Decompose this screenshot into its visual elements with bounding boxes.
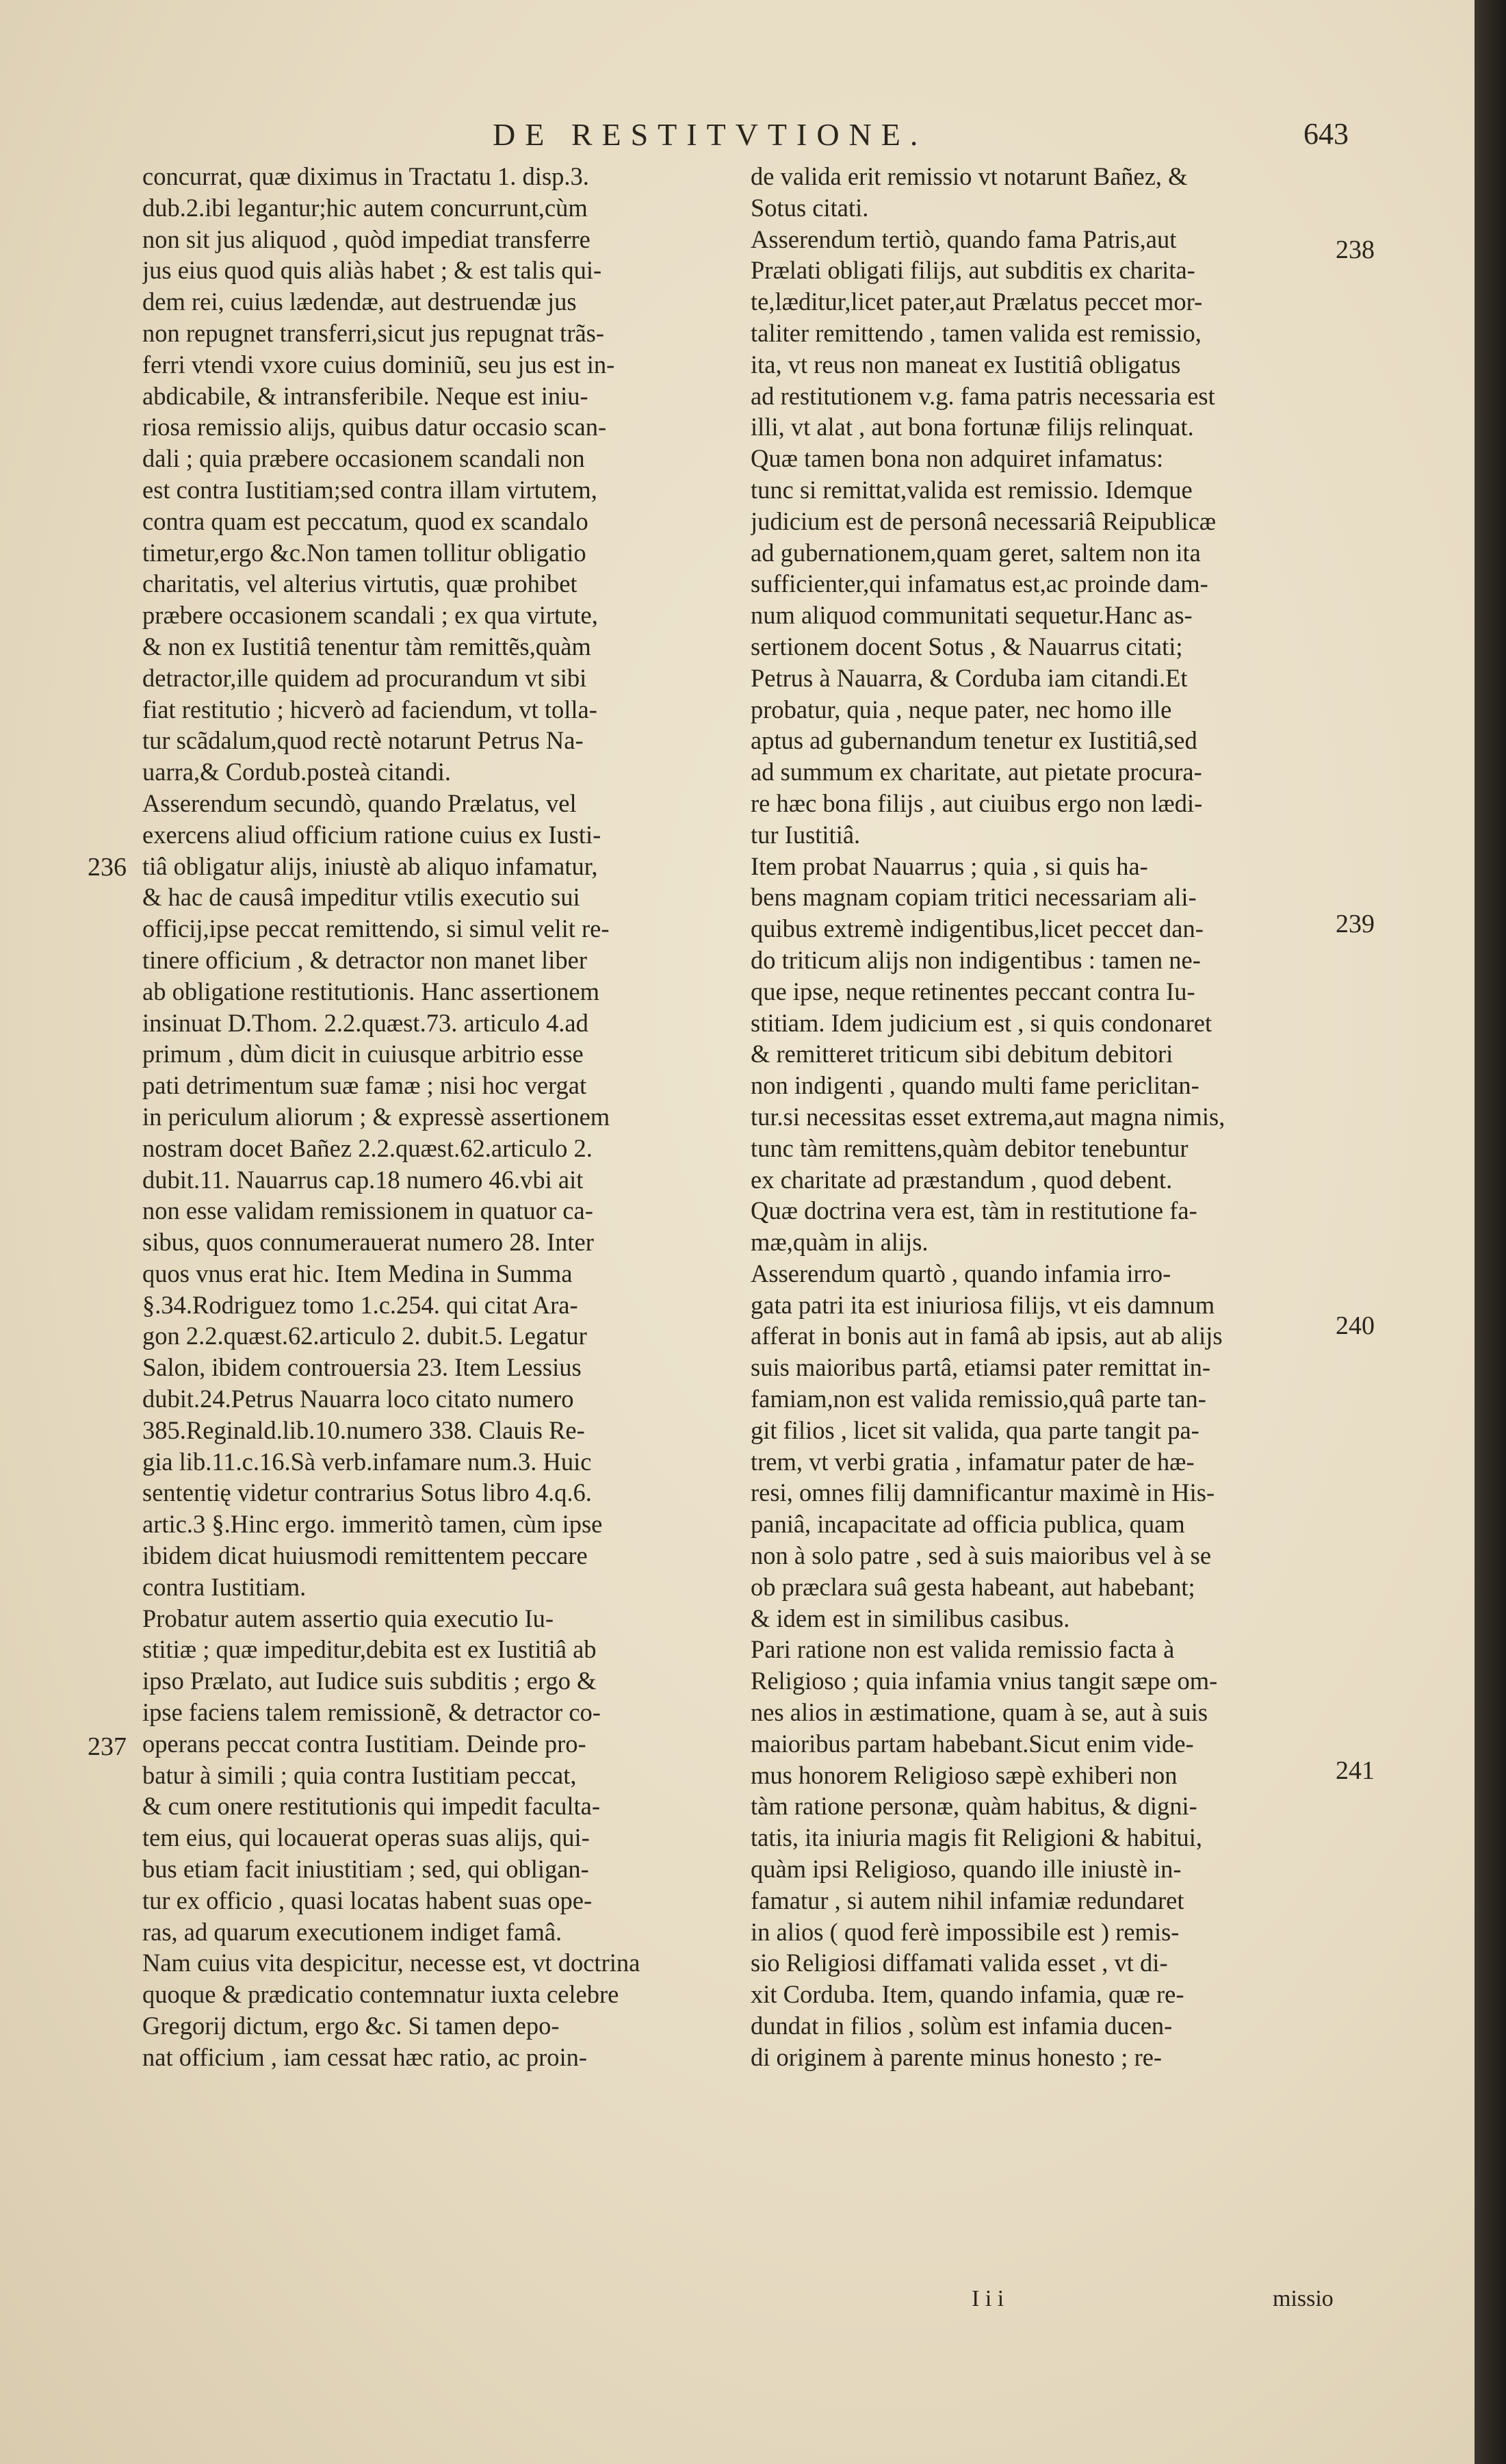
text-line: quàm ipsi Religioso, quando ille iniustè in- (751, 1855, 1182, 1884)
text-line: re hæc bona filijs , aut ciuibus ergo non lædi- (751, 788, 1203, 817)
text-line: §.34.Rodriguez tomo 1.c.254. qui citat Ara- (142, 1290, 578, 1319)
text-line: operans peccat contra Iustitiam. Deinde pro- (142, 1729, 586, 1758)
text-line: sibus, quos connumerauerat numero 28. Inter (142, 1228, 594, 1257)
text-line: Sotus citati. (751, 193, 869, 222)
text-line: bus etiam facit iniustitiam ; sed, qui obligan- (142, 1855, 589, 1884)
text-line: insinuat D.Thom. 2.2.quæst.73. articulo 4.ad (142, 1008, 588, 1037)
text-line: tur Iustitiâ. (751, 820, 861, 849)
text-line: quibus extremè indigentibus,licet peccet dan- (751, 914, 1204, 943)
text-line: Probatur autem assertio quia executio Iu- (142, 1604, 554, 1632)
text-line: non à solo patre , sed à suis maioribus vel à se (751, 1541, 1212, 1570)
catchword: missio (1273, 2286, 1334, 2311)
text-line: Asserendum secundò, quando Prælatus, vel (142, 788, 577, 817)
text-line: tem eius, qui locauerat operas suas alijs, qui- (142, 1823, 590, 1852)
text-line: dub.2.ibi legantur;hic autem concurrunt,cùm (142, 193, 588, 222)
text-line: Quæ tamen bona non adquiret infamatus: (751, 444, 1164, 473)
margin-number-238: 238 (1336, 235, 1375, 264)
text-line: est contra Iustitiam;sed contra illam virtutem, (142, 475, 597, 504)
text-line: nes alios in æstimatione, quam à se, aut à suis (751, 1698, 1208, 1727)
text-line: sertionem docent Sotus , & Nauarrus citati; (751, 632, 1183, 660)
text-line: te,læditur,licet pater,aut Prælatus peccet mor- (751, 287, 1203, 316)
text-line: ex charitate ad præstandum , quod debent. (751, 1165, 1173, 1194)
text-line: ipso Prælato, aut Iudice suis subditis ; ergo & (142, 1667, 597, 1695)
text-line: Salon, ibidem controuersia 23. Item Lessius (142, 1353, 582, 1382)
text-line: charitatis, vel alterius virtutis, quæ prohibet (142, 569, 577, 598)
text-line: ab obligatione restitutionis. Hanc assertionem (142, 977, 599, 1005)
text-line: taliter remittendo , tamen valida est remissio, (751, 318, 1202, 347)
text-line: & remitteret triticum sibi debitum debitori (751, 1040, 1173, 1068)
text-line: ipse faciens talem remissionẽ, & detractor co- (142, 1698, 601, 1727)
text-line: resi, omnes filij damnificantur maximè in His- (751, 1478, 1215, 1507)
text-line: gia lib.11.c.16.Sà verb.infamare num.3. Huic (142, 1447, 592, 1476)
text-line: tur scãdalum,quod rectè notarunt Petrus Na- (142, 726, 584, 755)
text-line: gata patri ita est iniuriosa filijs, vt eis damnum (751, 1290, 1215, 1319)
text-line: git filios , licet sit valida, qua parte tangit pa- (751, 1415, 1199, 1444)
text-line: xit Corduba. Item, quando infamia, quæ re- (751, 1980, 1184, 2009)
signature-mark: I i i (972, 2286, 1004, 2311)
text-line: Religioso ; quia infamia vnius tangit sæpe om- (751, 1667, 1218, 1695)
text-line: tàm ratione personæ, quàm habitus, & digni- (751, 1792, 1197, 1821)
text-line: non repugnet transferri,sicut jus repugnat trãs- (142, 318, 605, 347)
text-line: tatis, ita iniuria magis fit Religioni & habitui, (751, 1823, 1202, 1852)
text-line: sio Religiosi diffamati valida esset , vt di- (751, 1949, 1168, 1977)
text-line: bens magnam copiam tritici necessariam ali- (751, 883, 1197, 912)
text-line: que ipse, neque retinentes peccant contra Iu- (751, 977, 1195, 1005)
margin-number-237: 237 (88, 1732, 127, 1761)
text-line: ad gubernationem,quam geret, saltem non ita (751, 538, 1201, 567)
text-line: 385.Reginald.lib.10.numero 338. Clauis Re- (142, 1415, 585, 1444)
text-line: famatur , si autem nihil infamiæ redundaret (751, 1886, 1184, 1914)
text-line: afferat in bonis aut in famâ ab ipsis, aut ab alijs (751, 1322, 1223, 1350)
text-line: nat officium , iam cessat hæc ratio, ac proin- (142, 2042, 588, 2071)
text-line: exercens aliud officium ratione cuius ex Iusti- (142, 820, 601, 849)
text-line: illi, vt alat , aut bona fortunæ filijs relinquat. (751, 413, 1194, 441)
text-line: Asserendum tertiò, quando fama Patris,aut (751, 224, 1177, 253)
left-column (142, 161, 720, 2073)
text-line: maioribus partam habebant.Sicut enim vide- (751, 1729, 1194, 1758)
text-line: ita, vt reus non maneat ex Iustitiâ obligatus (751, 350, 1181, 378)
text-line: ad summum ex charitate, aut pietate procura- (751, 758, 1202, 786)
text-line: ob præclara suâ gesta habeant, aut habebant; (751, 1572, 1195, 1601)
margin-number-241: 241 (1336, 1756, 1375, 1785)
text-line: tur.si necessitas esset extrema,aut magna nimis, (751, 1102, 1225, 1131)
text-line: uarra,& Cordub.posteà citandi. (142, 758, 452, 786)
text-line: ras, ad quarum executionem indiget famâ. (142, 1917, 562, 1946)
text-line: non sit jus aliquod , quòd impediat transferre (142, 224, 590, 253)
text-line: sententię videtur contrarius Sotus libro 4.q.6. (142, 1478, 592, 1507)
text-line: non indigenti , quando multi fame periclitan- (751, 1071, 1199, 1100)
text-line: pati detrimentum suæ famæ ; nisi hoc vergat (142, 1071, 587, 1100)
text-line: num aliquod communitati sequetur.Hanc as- (751, 601, 1193, 630)
text-line: & cum onere restitutionis qui impedit faculta- (142, 1792, 600, 1821)
text-line: dem rei, cuius lædendæ, aut destruendæ jus (142, 287, 577, 316)
text-line: tinere officium , & detractor non manet liber (142, 945, 588, 974)
text-line: nostram docet Bañez 2.2.quæst.62.articulo 2. (142, 1133, 593, 1162)
right-column (751, 161, 1329, 2073)
text-line: stitiæ ; quæ impeditur,debita est ex Iustitiâ ab (142, 1635, 597, 1664)
text-line: suis maioribus partâ, etiamsi pater remittat in- (751, 1353, 1211, 1382)
text-line: officij,ipse peccat remittendo, si simul velit re- (142, 914, 610, 943)
text-line: Petrus à Nauarra, & Corduba iam citandi.Et (751, 663, 1188, 692)
text-line: non esse validam remissionem in quatuor ca- (142, 1196, 593, 1225)
text-line: Asserendum quartò , quando infamia irro- (751, 1259, 1171, 1287)
text-line: & idem est in similibus casibus. (751, 1604, 1070, 1632)
page-number: 643 (1303, 117, 1349, 151)
text-line: de valida erit remissio vt notarunt Bañez, & (751, 162, 1188, 190)
text-line: quos vnus erat hic. Item Medina in Summa (142, 1259, 573, 1287)
text-line: mus honorem Religioso sæpè exhiberi non (751, 1760, 1178, 1789)
text-line: gon 2.2.quæst.62.articulo 2. dubit.5. Legatur (142, 1322, 587, 1350)
text-line: dundat in filios , solùm est infamia ducen- (751, 2012, 1173, 2040)
text-line: contra Iustitiam. (142, 1572, 307, 1601)
text-line: in periculum aliorum ; & expressè assertionem (142, 1102, 610, 1131)
text-line: famiam,non est valida remissio,quâ parte tan- (751, 1385, 1206, 1413)
page-edge (1475, 0, 1506, 2464)
text-line: Quæ doctrina vera est, tàm in restitutione fa- (751, 1196, 1197, 1225)
text-line: aptus ad gubernandum tenetur ex Iustitiâ,sed (751, 726, 1197, 755)
text-line: tunc si remittat,valida est remissio. Idemque (751, 475, 1193, 504)
text-line: ad restitutionem v.g. fama patris necessaria est (751, 381, 1215, 410)
text-line: mæ,quàm in alijs. (751, 1228, 929, 1257)
text-line: Item probat Nauarrus ; quia , si quis ha- (751, 851, 1148, 880)
text-line: paniâ, incapacitate ad officia publica, quam (751, 1510, 1185, 1539)
text-line: primum , dùm dicit in cuiusque arbitrio esse (142, 1040, 584, 1068)
text-line: contra quam est peccatum, quod ex scandalo (142, 506, 588, 535)
text-line: in alios ( quod ferè impossibile est ) remis- (751, 1917, 1180, 1946)
text-line: jus eius quod quis aliàs habet ; & est talis qui- (142, 256, 602, 285)
page-header (0, 116, 1475, 157)
text-line: Nam cuius vita despicitur, necesse est, vt doctrina (142, 1949, 640, 1977)
text-line: abdicabile, & intransferibile. Neque est iniu- (142, 381, 588, 410)
text-line: dubit.11. Nauarrus cap.18 numero 46.vbi ait (142, 1165, 584, 1194)
margin-number-239: 239 (1336, 910, 1375, 938)
text-line: Pari ratione non est valida remissio facta à (751, 1635, 1175, 1664)
text-line: præbere occasionem scandali ; ex qua virtute, (142, 601, 598, 630)
text-line: ferri vtendi vxore cuius dominiũ, seu jus est in- (142, 350, 615, 378)
text-line: tunc tàm remittens,quàm debitor tenebuntur (751, 1133, 1189, 1162)
text-line: timetur,ergo &c.Non tamen tollitur obligatio (142, 538, 586, 567)
text-line: do triticum alijs non indigentibus : tamen ne- (751, 945, 1201, 974)
text-line: batur à simili ; quia contra Iustitiam peccat, (142, 1760, 577, 1789)
text-line: dali ; quia præbere occasionem scandali non (142, 444, 585, 473)
text-line: probatur, quia , neque pater, nec homo ille (751, 695, 1172, 723)
text-line: artic.3 §.Hinc ergo. immeritò tamen, cùm ipse (142, 1510, 603, 1539)
text-line: ibidem dicat huiusmodi remittentem peccare (142, 1541, 588, 1570)
margin-number-236: 236 (88, 853, 127, 882)
margin-number-240: 240 (1336, 1311, 1375, 1340)
text-line: sufficienter,qui infamatus est,ac proinde dam- (751, 569, 1208, 598)
text-line: detractor,ille quidem ad procurandum vt sibi (142, 663, 587, 692)
text-line: dubit.24.Petrus Nauarra loco citato numero (142, 1385, 574, 1413)
text-line: stitiam. Idem judicium est , si quis condonaret (751, 1008, 1212, 1037)
text-line: judicium est de personâ necessariâ Reipublicæ (751, 506, 1217, 535)
text-line: quoque & prædicatio contemnatur iuxta celebre (142, 1980, 619, 2009)
text-line: concurrat, quæ diximus in Tractatu 1. disp.3. (142, 162, 589, 190)
text-line: Prælati obligati filijs, aut subditis ex charita- (751, 256, 1195, 285)
running-head: DE RESTITVTIONE. (493, 117, 928, 152)
text-line: riosa remissio alijs, quibus datur occasio scan- (142, 413, 607, 441)
text-line: & hac de causâ impeditur vtilis executio sui (142, 883, 580, 912)
text-line: & non ex Iustitiâ tenentur tàm remittẽs,quàm (142, 632, 591, 660)
text-line: trem, vt verbi gratia , infamatur pater de hæ- (751, 1447, 1195, 1476)
text-line: Gregorij dictum, ergo &c. Si tamen depo- (142, 2012, 560, 2040)
text-line: tiâ obligatur alijs, iniustè ab aliquo infamatur, (142, 851, 598, 880)
text-line: di originem à parente minus honesto ; re- (751, 2042, 1163, 2071)
text-line: tur ex officio , quasi locatas habent suas ope- (142, 1886, 593, 1914)
text-line: fiat restitutio ; hicverò ad faciendum, vt tolla- (142, 695, 597, 723)
